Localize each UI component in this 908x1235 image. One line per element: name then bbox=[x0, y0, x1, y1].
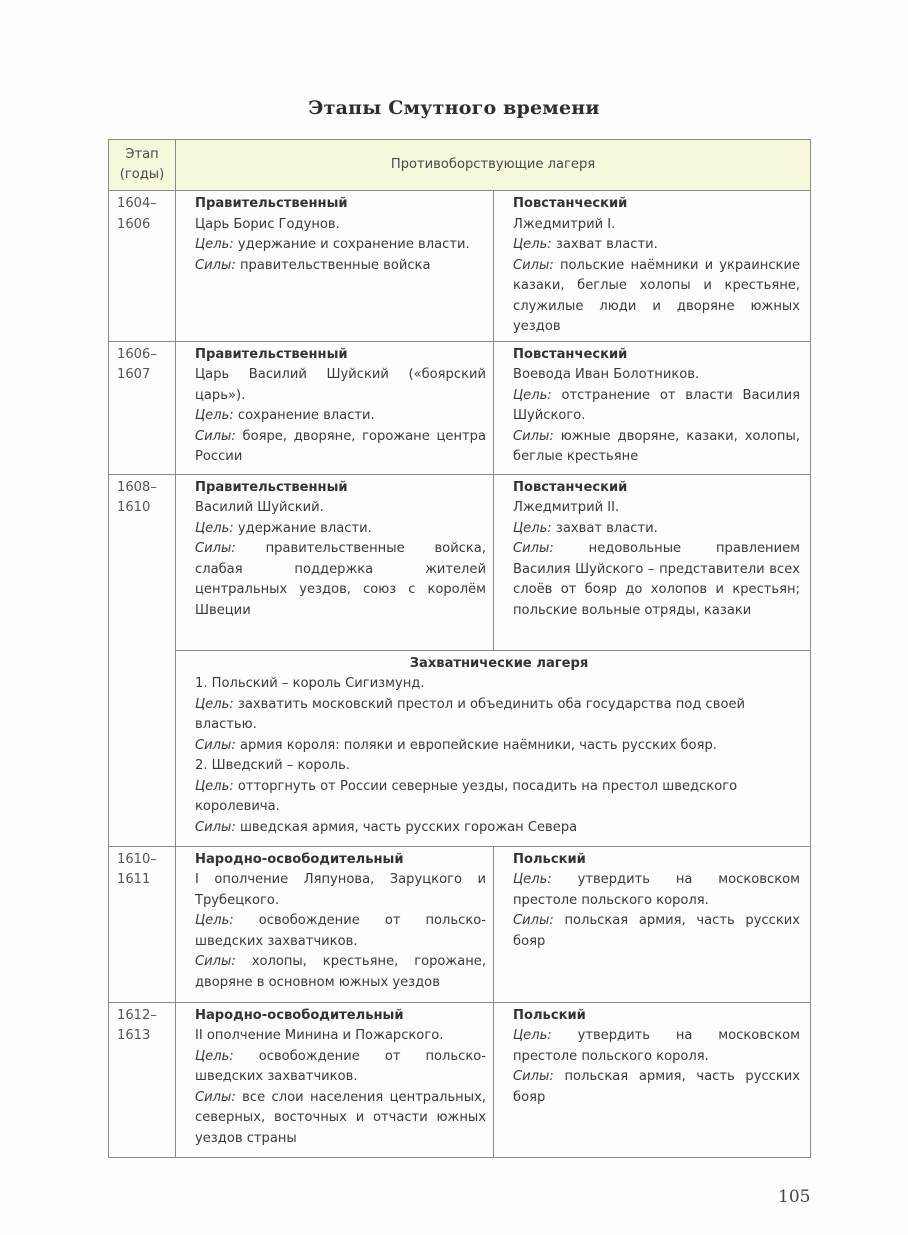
forces-text: армия короля: поляки и европейские наёмники, часть русских бояр. bbox=[239, 737, 717, 753]
camp-leader: Василий Шуйский. bbox=[195, 500, 324, 515]
table-row bbox=[109, 191, 811, 342]
forces-text: польская армия, часть русских бояр bbox=[513, 913, 801, 949]
goal-text: освобождение от польско-шведских захватчиков. bbox=[195, 1048, 486, 1084]
year-cell: 1612–1613 bbox=[109, 1002, 176, 1157]
camp-goal bbox=[513, 519, 800, 540]
camp-leader: Царь Борис Годунов. bbox=[195, 216, 340, 232]
invader-camps-cell bbox=[176, 650, 811, 846]
camp-name: Повстанческий bbox=[513, 196, 628, 211]
camp-goal bbox=[195, 911, 486, 952]
forces-text: холопы, крестьяне, горожане, дворяне в основном южных уездов bbox=[195, 954, 487, 990]
goal-text: утвердить на московском престоле польского короля. bbox=[513, 872, 801, 908]
forces-text: бояре, дворяне, горожане центра России bbox=[195, 428, 486, 464]
camp-leader: I ополчение Ляпунова, Заруцкого и Трубецкого. bbox=[195, 872, 486, 908]
polish-camp-forces bbox=[195, 736, 803, 757]
camp-name: Правительственный bbox=[195, 479, 348, 495]
camp-goal bbox=[195, 519, 486, 540]
goal-label: Цель: bbox=[513, 237, 552, 252]
invader-camps-title: Захватнические лагеря bbox=[409, 655, 589, 671]
camp-forces bbox=[513, 427, 800, 468]
camp-forces bbox=[513, 911, 800, 952]
goal-text: сохранение власти. bbox=[237, 408, 375, 423]
page-title: Этапы Смутного времени bbox=[308, 97, 600, 119]
table-row bbox=[109, 341, 811, 474]
camp-goal bbox=[195, 1047, 486, 1088]
forces-label: Силы: bbox=[195, 819, 236, 835]
swedish-camp-goal bbox=[195, 777, 803, 818]
forces-label: Силы: bbox=[195, 428, 236, 444]
year-cell: 1606–1607 bbox=[109, 341, 176, 474]
polish-camp-cell bbox=[494, 846, 811, 1002]
polish-camp-goal bbox=[195, 695, 803, 736]
goal-label: Цель: bbox=[513, 1028, 552, 1043]
forces-label: Силы: bbox=[513, 913, 554, 928]
camp-leader: Воевода Иван Болотников. bbox=[513, 367, 700, 382]
forces-label: Силы: bbox=[513, 428, 554, 444]
swedish-camp-head: 2. Шведский – король. bbox=[195, 758, 350, 773]
government-camp-cell bbox=[176, 474, 494, 650]
forces-text: все слои населения центральных, северных, восточных и отчасти южных уездов страны bbox=[195, 1089, 486, 1146]
forces-text: правительственные войска, слабая поддержка жителей центральных уездов, союз с королём Швеции bbox=[195, 541, 486, 618]
forces-label: Силы: bbox=[195, 257, 236, 273]
camp-leader: Лжедмитрий I. bbox=[513, 216, 616, 232]
camp-name: Повстанческий bbox=[513, 346, 628, 362]
liberation-camp-cell bbox=[176, 846, 494, 1002]
forces-text: польские наёмники и украинские казаки, беглые холопы и крестьяне, служилые люди и дворяне южных уездов bbox=[513, 257, 801, 334]
header-camps: Противоборствующие лагеря bbox=[176, 140, 811, 191]
rebel-camp-cell bbox=[494, 191, 811, 342]
goal-text: освобождение от польско-шведских захватчиков. bbox=[195, 913, 486, 949]
goal-label: Цель: bbox=[195, 696, 234, 712]
camp-goal bbox=[513, 386, 800, 427]
goal-label: Цель: bbox=[513, 387, 552, 403]
camp-goal bbox=[513, 1026, 800, 1067]
table-row bbox=[109, 846, 811, 1002]
goal-label: Цель: bbox=[195, 1048, 234, 1064]
goal-text: захват власти. bbox=[555, 237, 658, 252]
forces-label: Силы: bbox=[195, 737, 236, 753]
year-cell: 1604–1606 bbox=[109, 191, 176, 342]
year-cell: 1610–1611 bbox=[109, 846, 176, 1002]
forces-text: недовольные правлением Василия Шуйского – представители всех слоёв от бояр до холопов и крестьян; польские вольные отряды, казаки bbox=[513, 541, 801, 618]
forces-text: южные дворяне, казаки, холопы, беглые крестьяне bbox=[513, 428, 800, 464]
goal-label: Цель: bbox=[195, 408, 234, 423]
polish-camp-head: 1. Польский – король Сигизмунд. bbox=[195, 676, 425, 691]
camp-name: Правительственный bbox=[195, 346, 348, 362]
swedish-camp-forces bbox=[195, 818, 803, 839]
polish-camp-cell bbox=[494, 1002, 811, 1157]
liberation-camp-cell bbox=[176, 1002, 494, 1157]
camp-name: Повстанческий bbox=[513, 479, 628, 495]
table-row bbox=[109, 1002, 811, 1157]
goal-label: Цель: bbox=[513, 520, 552, 536]
goal-label: Цель: bbox=[513, 872, 552, 887]
forces-text: польская армия, часть русских бояр bbox=[513, 1069, 801, 1105]
camp-forces bbox=[195, 427, 486, 468]
rebel-camp-cell bbox=[494, 474, 811, 650]
camp-goal bbox=[513, 870, 800, 911]
goal-text: утвердить на московском престоле польского короля. bbox=[513, 1028, 801, 1064]
forces-label: Силы: bbox=[513, 1069, 554, 1084]
page-number: 105 bbox=[778, 1187, 811, 1207]
camp-leader: Царь Василий Шуйский («боярский царь»). bbox=[195, 367, 486, 403]
forces-label: Силы: bbox=[195, 954, 236, 969]
camp-name: Народно-освободительный bbox=[195, 851, 404, 867]
forces-text: шведская армия, часть русских горожан Севера bbox=[239, 819, 578, 835]
goal-text: захват власти. bbox=[555, 520, 658, 536]
camp-forces bbox=[513, 256, 800, 338]
camp-goal bbox=[195, 406, 486, 427]
government-camp-cell bbox=[176, 191, 494, 342]
government-camp-cell bbox=[176, 341, 494, 474]
table-header-row bbox=[109, 140, 811, 191]
table-subrow-invaders bbox=[109, 650, 811, 846]
goal-text: удержание и сохранение власти. bbox=[237, 237, 470, 252]
camp-forces bbox=[513, 1067, 800, 1108]
camp-forces bbox=[195, 539, 486, 621]
goal-label: Цель: bbox=[195, 237, 234, 252]
camp-name: Народно-освободительный bbox=[195, 1007, 404, 1023]
goal-text: отстранение от власти Василия Шуйского. bbox=[513, 387, 800, 423]
header-stage: Этап (годы) bbox=[109, 140, 176, 191]
camp-forces bbox=[195, 256, 486, 277]
goal-text: удержание власти. bbox=[237, 520, 372, 536]
goal-text: отторгнуть от России северные уезды, посадить на престол шведского королевича. bbox=[195, 778, 738, 814]
camp-forces bbox=[513, 539, 800, 621]
table-row bbox=[109, 474, 811, 650]
camp-forces bbox=[195, 952, 486, 993]
forces-label: Силы: bbox=[195, 1089, 236, 1105]
goal-label: Цель: bbox=[195, 913, 234, 928]
goal-label: Цель: bbox=[195, 778, 234, 794]
forces-label: Силы: bbox=[195, 541, 236, 556]
year-cell: 1608–1610 bbox=[109, 474, 176, 846]
camp-goal bbox=[195, 235, 486, 256]
forces-label: Силы: bbox=[513, 257, 554, 273]
goal-label: Цель: bbox=[195, 520, 234, 536]
camp-forces bbox=[195, 1088, 486, 1150]
stages-table bbox=[108, 139, 811, 1158]
camp-goal bbox=[513, 235, 800, 256]
camp-name: Польский bbox=[513, 851, 586, 867]
forces-text: правительственные войска bbox=[239, 257, 431, 273]
rebel-camp-cell bbox=[494, 341, 811, 474]
goal-text: захватить московский престол и объединить оба государства под своей властью. bbox=[195, 696, 746, 732]
camp-name: Польский bbox=[513, 1007, 586, 1023]
forces-label: Силы: bbox=[513, 541, 554, 556]
camp-leader: Лжедмитрий II. bbox=[513, 500, 620, 515]
camp-name: Правительственный bbox=[195, 196, 348, 211]
camp-leader: II ополчение Минина и Пожарского. bbox=[195, 1028, 444, 1043]
